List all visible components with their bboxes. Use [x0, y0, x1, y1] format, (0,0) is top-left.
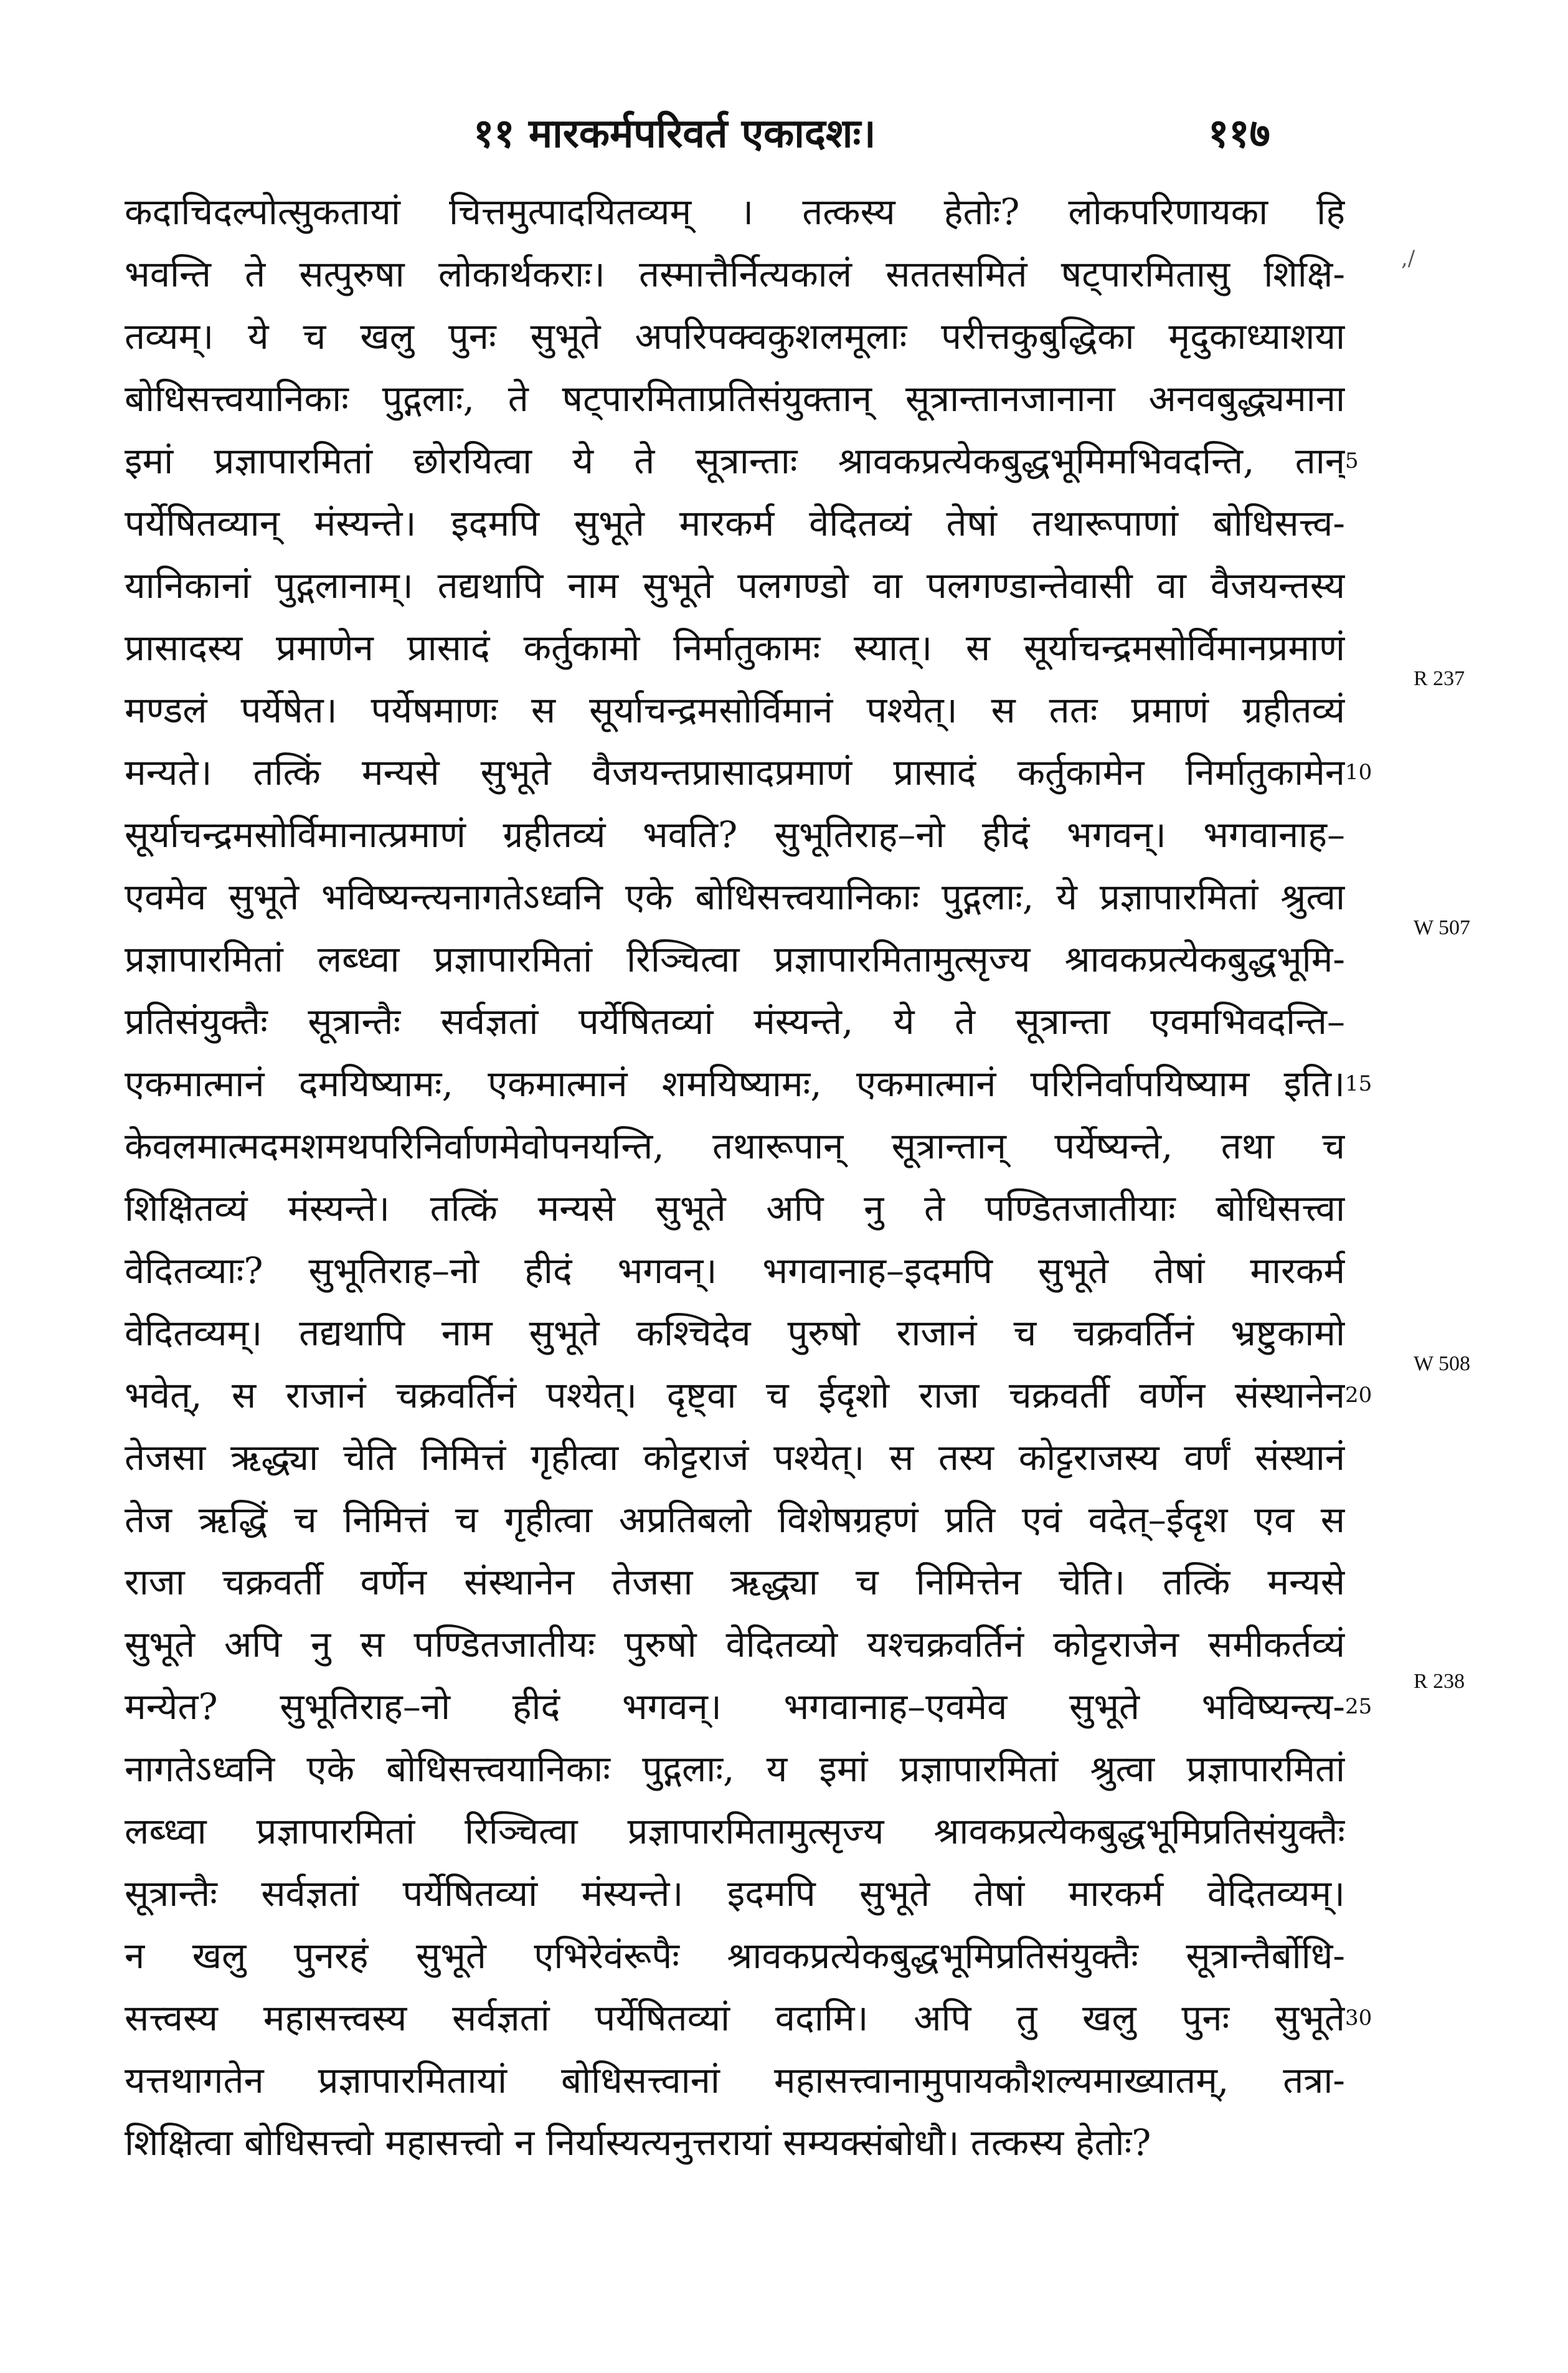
line-number: 10: [1345, 760, 1372, 785]
margin-ref-r238: R 238: [1414, 1670, 1465, 1693]
text-line: सत्त्वस्य महासत्त्वस्य सर्वज्ञतां पर्येषितव्यां वदामि। अपि तु खलु पुनः सुभूते: [125, 1997, 1345, 2039]
line-number: 30: [1345, 2006, 1372, 2030]
line-number: 15: [1345, 1071, 1372, 1096]
text-line: प्रासादस्य प्रमाणेन प्रासादं कर्तुकामो निर्मातुकामः स्यात्। स सूर्याचन्द्रमसोर्विमानप्रमाणं: [125, 627, 1345, 669]
text-line: प्रतिसंयुक्तैः सूत्रान्तैः सर्वज्ञतां पर्येषितव्यां मंस्यन्ते, ये ते सूत्रान्ता एवमभिवदन्ति–: [125, 1000, 1345, 1043]
text-line: तव्यम्। ये च खलु पुनः सुभूते अपरिपक्वकुशलमूलाः परीत्तकुबुद्धिका मृदुकाध्याशया: [125, 315, 1345, 358]
text-line: भवन्ति ते सत्पुरुषा लोकार्थकराः। तस्मात्तैर्नित्यकालं सततसमितं षट्पारमितासु शिक्षि-: [125, 253, 1345, 295]
text-line: सूत्रान्तैः सर्वज्ञतां पर्येषितव्यां मंस्यन्ते। इदमपि सुभूते तेषां मारकर्म वेदितव्यम्।: [125, 1872, 1345, 1915]
text-line: न खलु पुनरहं सुभूते एभिरेवंरूपैः श्रावकप्रत्येकबुद्धभूमिप्रतिसंयुक्तैः सूत्रान्तैर्बोधि-: [125, 1935, 1345, 1977]
running-head: ११ मारकर्मपरिवर्त एकादशः।: [473, 110, 876, 157]
text-line: नागतेऽध्वनि एके बोधिसत्त्वयानिकाः पुद्गलाः, य इमां प्रज्ञापारमितां श्रुत्वा प्रज्ञापारमितां: [125, 1748, 1345, 1790]
text-line: सूर्याचन्द्रमसोर्विमानात्प्रमाणं ग्रहीतव्यं भवति? सुभूतिराह–नो हीदं भगवन्। भगवानाह–: [125, 813, 1345, 856]
text-line: वेदितव्यम्। तद्यथापि नाम सुभूते कश्चिदेव पुरुषो राजानं च चक्रवर्तिनं भ्रष्टुकामो: [125, 1312, 1345, 1354]
text-line: मण्डलं पर्येषेत। पर्येषमाणः स सूर्याचन्द्रमसोर्विमानं पश्येत्। स ततः प्रमाणं ग्रहीतव्यं: [125, 689, 1345, 731]
text-line: केवलमात्मदमशमथपरिनिर्वाणमेवोपनयन्ति, तथारूपान् सूत्रान्तान् पर्येष्यन्ते, तथा च: [125, 1125, 1345, 1167]
text-line: सुभूते अपि नु स पण्डितजातीयः पुरुषो वेदितव्यो यश्चक्रवर्तिनं कोट्टराजेन समीकर्तव्यं: [125, 1623, 1345, 1665]
text-line: इमां प्रज्ञापारमितां छोरयित्वा ये ते सूत्रान्ताः श्रावकप्रत्येकबुद्धभूमिमभिवदन्ति, तान्: [125, 440, 1345, 482]
text-line: मन्यते। तत्किं मन्यसे सुभूते वैजयन्तप्रासादप्रमाणं प्रासादं कर्तुकामेन निर्मातुकामेन: [125, 751, 1345, 793]
line-number: 5: [1345, 448, 1359, 473]
text-line: शिक्षित्वा बोधिसत्त्वो महासत्त्वो न निर्यास्यत्यनुत्तरायां सम्यक्संबोधौ। तत्कस्य हेतोः?: [125, 2121, 1151, 2164]
text-line: पर्येषितव्यान् मंस्यन्ते। इदमपि सुभूते मारकर्म वेदितव्यं तेषां तथारूपाणां बोधिसत्त्व-: [125, 502, 1345, 544]
margin-ref-w507: W 507: [1414, 916, 1470, 939]
page-number: ११७: [1208, 110, 1270, 157]
margin-ref-w508: W 508: [1414, 1352, 1470, 1375]
text-line: तेज ऋद्धिं च निमित्तं च गृहीत्वा अप्रतिबलो विशेषग्रहणं प्रति एवं वदेत्–ईदृश एव स: [125, 1499, 1345, 1541]
text-line: एकमात्मानं दमयिष्यामः, एकमात्मानं शमयिष्यामः, एकमात्मानं परिनिर्वापयिष्याम इति।: [125, 1063, 1345, 1105]
text-line: तेजसा ऋद्ध्या चेति निमित्तं गृहीत्वा कोट्टराजं पश्येत्। स तस्य कोट्टराजस्य वर्णं संस्थानं: [125, 1436, 1345, 1479]
text-line: लब्ध्वा प्रज्ञापारमितां रिञ्चित्वा प्रज्ञापारमितामुत्सृज्य श्रावकप्रत्येकबुद्धभूमिप्रतिसंयुक्तैः: [125, 1810, 1345, 1852]
text-line: यानिकानां पुद्गलानाम्। तद्यथापि नाम सुभूते पलगण्डो वा पलगण्डान्तेवासी वा वैजयन्तस्य: [125, 564, 1345, 607]
text-line: राजा चक्रवर्ती वर्णेन संस्थानेन तेजसा ऋद्ध्या च निमित्तेन चेति। तत्किं मन्यसे: [125, 1561, 1345, 1603]
text-line: भवेत्, स राजानं चक्रवर्तिनं पश्येत्। दृष्ट्वा च ईदृशो राजा चक्रवर्ती वर्णेन संस्थानेन: [125, 1374, 1345, 1416]
line-number: 20: [1345, 1383, 1372, 1408]
line-number: 25: [1345, 1694, 1372, 1719]
margin-ref-r237: R 237: [1414, 667, 1465, 690]
text-line: शिक्षितव्यं मंस्यन्ते। तत्किं मन्यसे सुभूते अपि नु ते पण्डितजातीयाः बोधिसत्त्वा: [125, 1187, 1345, 1229]
text-line: बोधिसत्त्वयानिकाः पुद्गलाः, ते षट्पारमिताप्रतिसंयुक्तान् सूत्रान्तानजानाना अनवबुद्ध्यमाना: [125, 377, 1345, 420]
text-line: एवमेव सुभूते भविष्यन्त्यनागतेऽध्वनि एके बोधिसत्त्वयानिकाः पुद्गलाः, ये प्रज्ञापारमितां श्रुत्वा: [125, 876, 1345, 918]
text-line: कदाचिदल्पोत्सुकतायां चित्तमुत्पादयितव्यम् । तत्कस्य हेतोः? लोकपरिणायका हि: [125, 191, 1345, 233]
text-line: वेदितव्याः? सुभूतिराह–नो हीदं भगवन्। भगवानाह–इदमपि सुभूते तेषां मारकर्म: [125, 1249, 1345, 1292]
text-line: प्रज्ञापारमितां लब्ध्वा प्रज्ञापारमितां रिञ्चित्वा प्रज्ञापारमितामुत्सृज्य श्रावकप्रत्येकबुद्धभूमि-: [125, 938, 1345, 980]
text-line: यत्तथागतेन प्रज्ञापारमितायां बोधिसत्त्वानां महासत्त्वानामुपायकौशल्यमाख्यातम्, तत्रा-: [125, 2059, 1345, 2101]
text-line: मन्येत? सुभूतिराह–नो हीदं भगवन्। भगवानाह–एवमेव सुभूते भविष्यन्त्य-: [125, 1685, 1345, 1728]
margin-tick-mark: ,/: [1401, 246, 1415, 271]
